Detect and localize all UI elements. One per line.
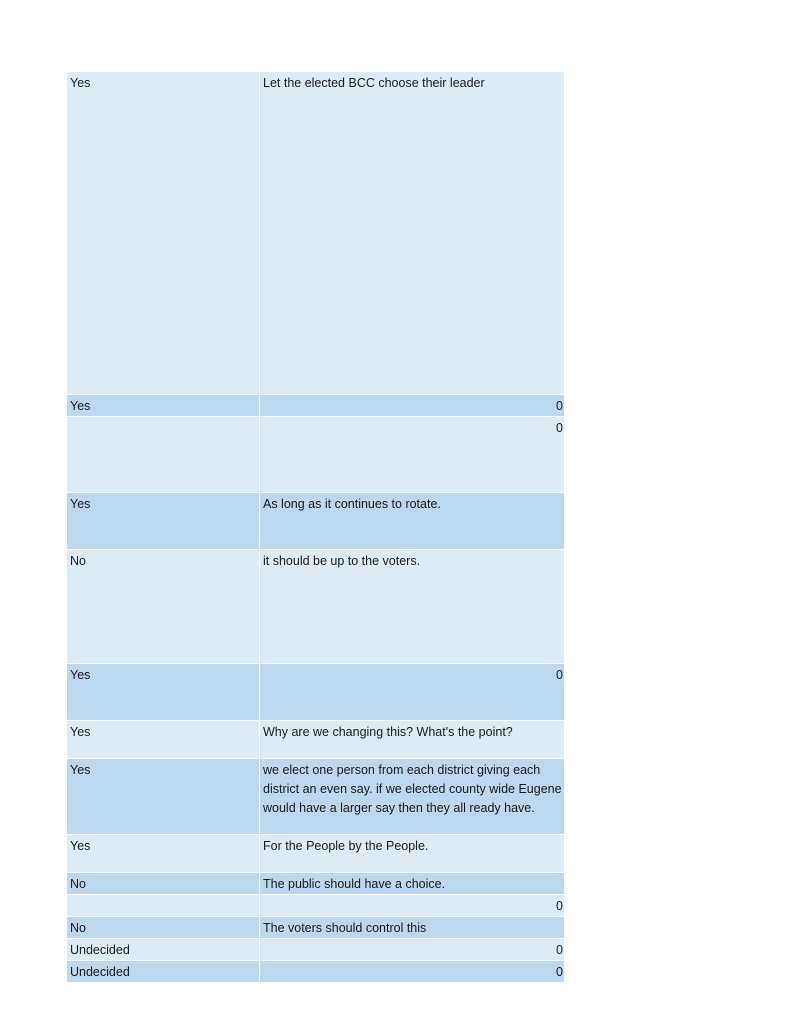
comment-cell[interactable]: it should be up to the voters. (260, 550, 565, 664)
table-row (67, 493, 565, 550)
vote-cell[interactable]: Undecided (67, 961, 260, 983)
table-row (67, 417, 565, 493)
vote-cell[interactable]: Yes (67, 72, 260, 395)
comment-cell[interactable]: 0 (260, 395, 565, 417)
table-row (67, 873, 565, 895)
vote-cell[interactable]: Undecided (67, 939, 260, 961)
vote-cell[interactable]: Yes (67, 395, 260, 417)
comment-cell[interactable]: The public should have a choice. (260, 873, 565, 895)
comment-cell[interactable]: For the People by the People. (260, 835, 565, 873)
table-body (67, 72, 565, 983)
comment-cell[interactable]: 0 (260, 895, 565, 917)
table-row (67, 759, 565, 835)
vote-cell[interactable] (67, 417, 260, 493)
comment-cell[interactable]: 0 (260, 417, 565, 493)
vote-cell[interactable]: Yes (67, 835, 260, 873)
table-row (67, 895, 565, 917)
table-row (67, 961, 565, 983)
vote-cell[interactable]: Yes (67, 721, 260, 759)
vote-cell[interactable]: No (67, 917, 260, 939)
vote-cell[interactable]: No (67, 550, 260, 664)
table-row (67, 721, 565, 759)
comment-cell[interactable]: 0 (260, 939, 565, 961)
table-row (67, 939, 565, 961)
table-row (67, 550, 565, 664)
comment-cell[interactable]: As long as it continues to rotate. (260, 493, 565, 550)
survey-response-table (66, 71, 565, 983)
comment-cell[interactable]: The voters should control this (260, 917, 565, 939)
table-row (67, 72, 565, 395)
table-row (67, 835, 565, 873)
vote-cell[interactable]: Yes (67, 493, 260, 550)
table-row (67, 664, 565, 721)
vote-cell[interactable]: Yes (67, 664, 260, 721)
comment-cell[interactable]: Let the elected BCC choose their leader (260, 72, 565, 395)
comment-cell[interactable]: we elect one person from each district giving each district an even say. if we elected county wide Eugene would have a larger say then they all ready have. (260, 759, 565, 835)
table-row (67, 917, 565, 939)
vote-cell[interactable]: Yes (67, 759, 260, 835)
table-row (67, 395, 565, 417)
comment-cell[interactable]: 0 (260, 664, 565, 721)
vote-cell[interactable] (67, 895, 260, 917)
comment-cell[interactable]: 0 (260, 961, 565, 983)
vote-cell[interactable]: No (67, 873, 260, 895)
comment-cell[interactable]: Why are we changing this? What's the point? (260, 721, 565, 759)
